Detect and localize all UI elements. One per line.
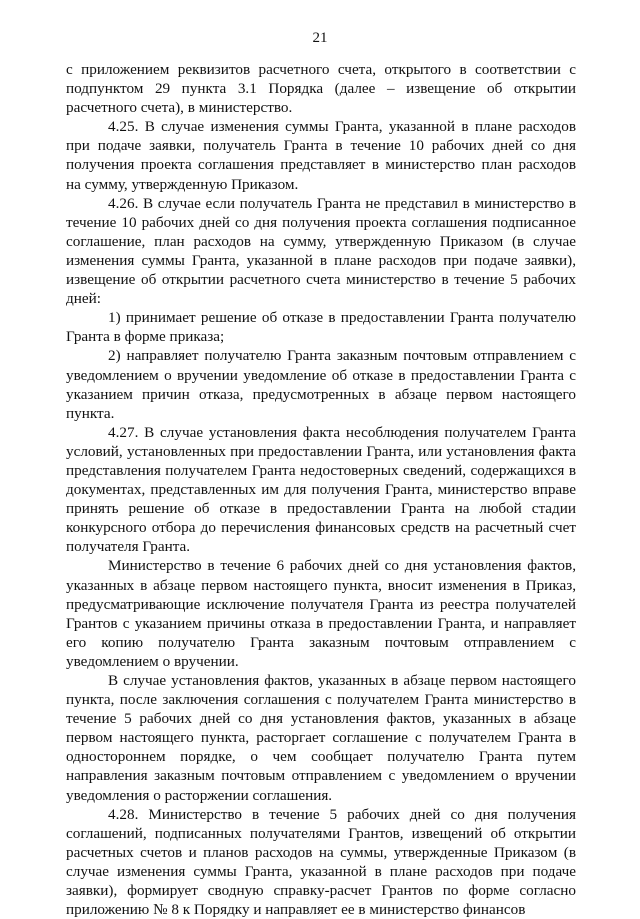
document-body (66, 60, 576, 919)
paragraph-4-26: 4.26. В случае если получатель Гранта не представил в министерство в течение 10 рабочих дней со дня получения проекта соглашения подписанное соглашение, план расходов на сумму, утвержденную Приказом (в случае изменения суммы Гранта, указанной в плане расходов при подаче заявки), извещение об открытии расчетного счета министерство в течение 5 рабочих дней: (66, 194, 576, 308)
paragraph-4-25: 4.25. В случае изменения суммы Гранта, указанной в плане расходов при подаче заявки, получатель Гранта в течение 10 рабочих дней со дня получения проекта соглашения представляет в министерство план расходов на сумму, утвержденную Приказом. (66, 118, 576, 193)
paragraph-4-27: 4.27. В случае установления факта несоблюдения получателем Гранта условий, установленных при предоставлении Гранта, или установления факта представления получателем Гранта недостоверных сведений, содержащихся в документах, представленных им для получения Гранта, министерство вправе принять решение об отказе в предоставлении Гранта на любой стадии конкурсного отбора до перечисления финансовых средств на расчетный счет получателя Гранта. (66, 423, 576, 556)
page-number: 21 (312, 30, 328, 46)
paragraph-4-28: 4.28. Министерство в течение 5 рабочих дней со дня получения соглашений, подписанных получателями Грантов, извещений об открытии расчетных счетов и планов расходов на суммы, утвержденные Приказом (в случае изменения суммы Гранта, указанной в плане расходов при подаче заявки), формирует сводную справку-расчет Грантов по форме согласно приложению № 8 к Порядку и направляет ее в министерство финансов (66, 805, 576, 919)
paragraph-4-27-ministry: Министерство в течение 6 рабочих дней со дня установления фактов, указанных в абзаце первом настоящего пункта, вносит изменения в Приказ, предусматривающие исключение получателя Гранта из реестра получателей Грантов с указанием причины отказа в предоставлении Гранта, и направляет его копию получателю Гранта заказным почтовым отправлением с уведомлением о вручении. (66, 557, 576, 670)
paragraph-4-26-item-1: 1) принимает решение об отказе в предоставлении Гранта получателю Гранта в форме приказа; (66, 309, 576, 346)
paragraph-4-26-item-2: 2) направляет получателю Гранта заказным почтовым отправлением с уведомлением о вручении уведомление об отказе в предоставлении Гранта с указанием причин отказа, предусмотренных в абзаце первом настоящего пункта. (66, 347, 576, 422)
paragraph-4-27-termination: В случае установления фактов, указанных в абзаце первом настоящего пункта, после заключения соглашения с получателем Гранта министерство в течение 5 рабочих дней со дня установления фактов, указанных в абзаце первом настоящего пункта, расторгает соглашение с получателем Гранта в одностороннем порядке, о чем сообщает получателю Гранта путем направления заказным почтовым отправлением с уведомлением о вручении уведомления о расторжении соглашения. (66, 672, 576, 804)
paragraph-continuation: с приложением реквизитов расчетного счета, открытого в соответствии с подпунктом 29 пункта 3.1 Порядка (далее – извещение об открытии расчетного счета), в министерство. (66, 61, 576, 117)
